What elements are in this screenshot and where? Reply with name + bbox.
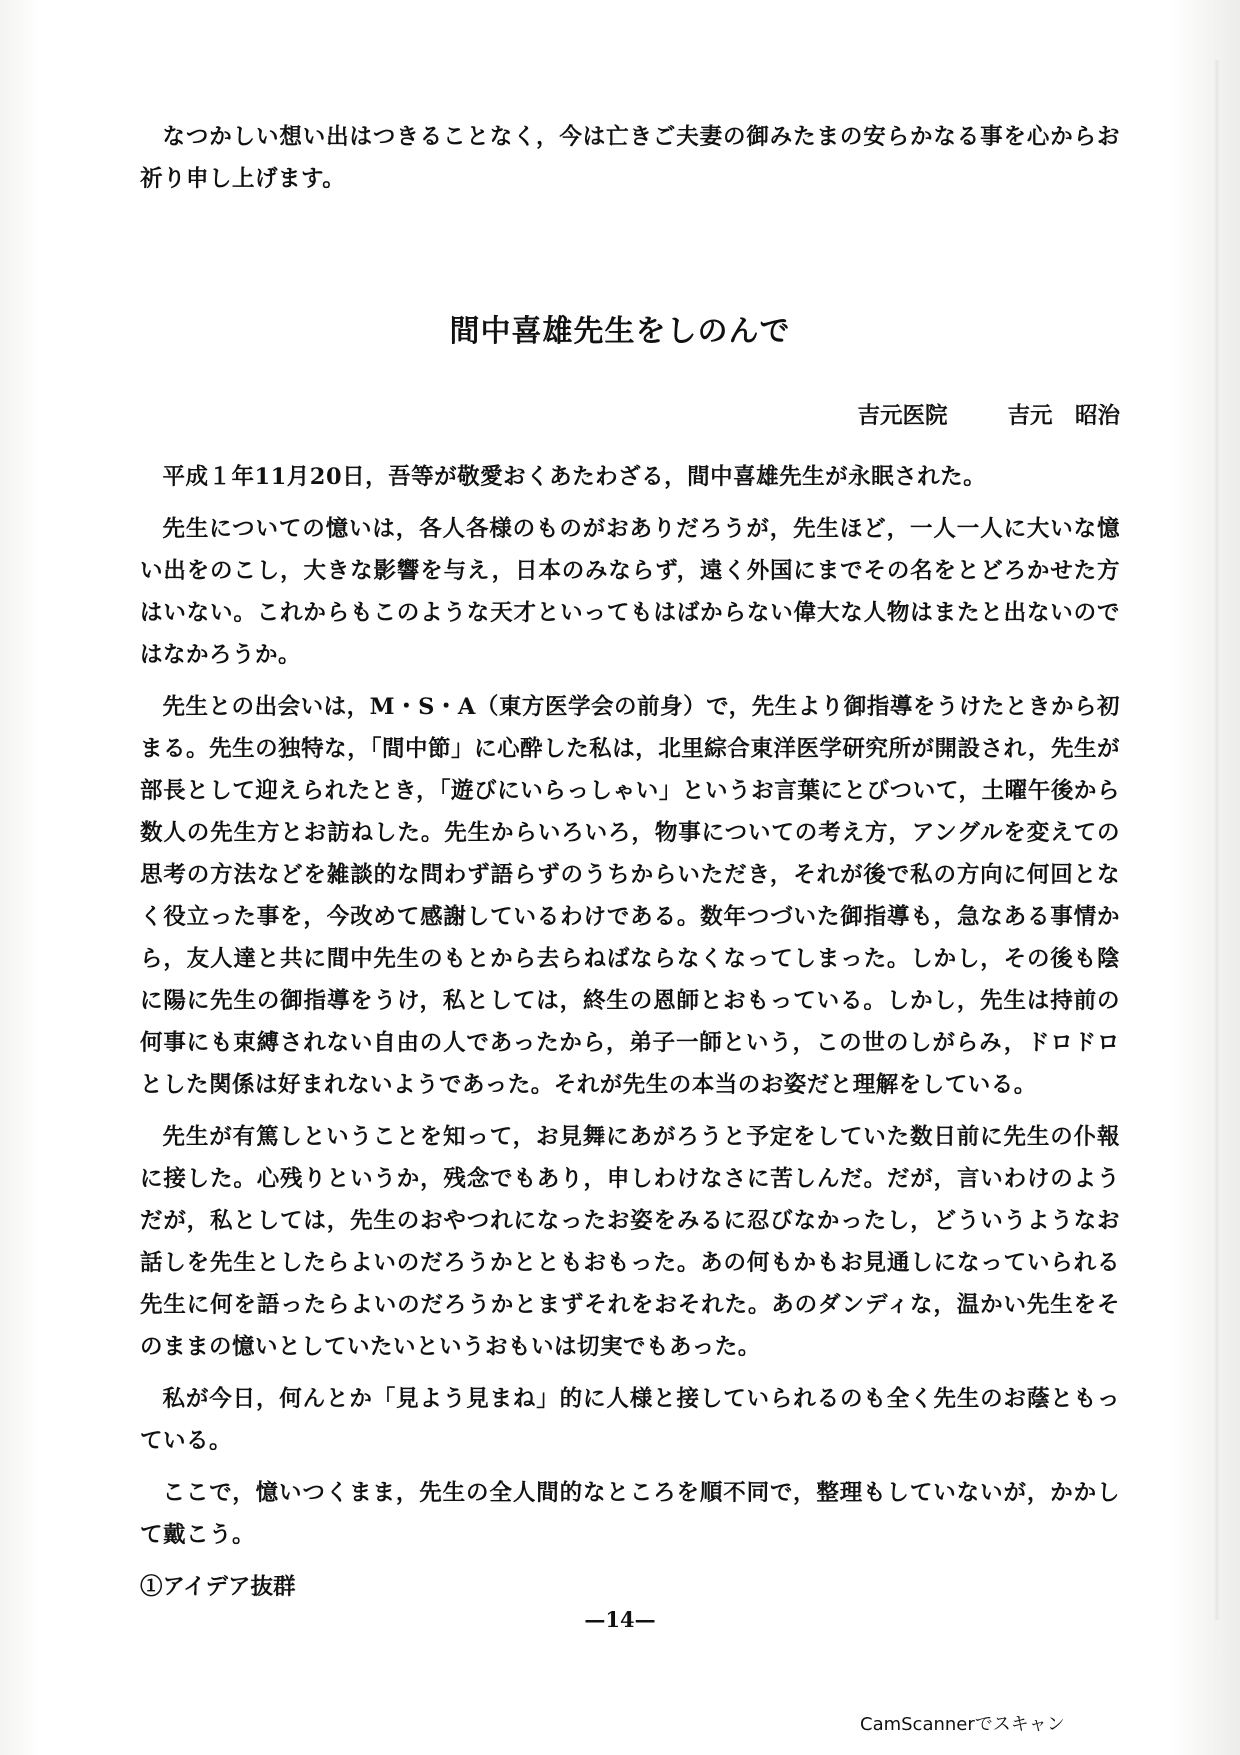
list-item-idea: ①アイデア抜群 [140, 1574, 296, 1600]
body-paragraph-3: 先生との出会いは，M・S・A（東方医学会の前身）で，先生より御指導をうけたときから初まる。先生の独特な，「間中節」に心酔した私は，北里綜合東洋医学研究所が開設され，先生が部長として迎えられたとき，「遊びにいらっしゃい」というお言葉にとびついて，土曜午後から数人の先生方とお訪ねした。先生からいろいろ，物事についての考え方，アングルを変えての思考の方法などを雑談的な問わず語らずのうちからいただき，それが後で私の方向に何回となく役立った事を，今改めて感謝しているわけである。数年つづいた御指導も，急なある事情から，友人達と共に間中先生のもとから去らねばならなくなってしまった。しかし，その後も陰に陽に先生の御指導をうけ，私としては，終生の恩師とおもっている。しかし，先生は持前の何事にも束縛されない自由の人であったから，弟子一師という，この世のしがらみ，ドロドロとした関係は好まれないようであった。それが先生の本当のお姿だと理解をしている。 [140, 694, 1120, 1098]
article-body [140, 456, 1120, 1608]
body-paragraph-2: 先生についての憶いは，各人各様のものがおありだろうが，先生ほど，一人一人に大いな憶い出をのこし，大きな影響を与え，日本のみならず，遠く外国にまでその名をとどろかせた方はいない。これからもこのような天才といってもはばからない偉大な人物はまたと出ないのではなかろうか。 [140, 516, 1120, 668]
scanner-watermark: CamScannerでスキャン [860, 1714, 1065, 1735]
body-paragraph-6: ここで，憶いつくまま，先生の全人間的なところを順不同で，整理もしていないが，かかして戴こう。 [140, 1480, 1120, 1548]
lead-paragraph: なつかしい想い出はつきることなく，今は亡きご夫妻の御みたまの安らかなる事を心からお祈り申し上げます。 [140, 124, 1120, 192]
body-paragraph-1: 平成１年11月20日，吾等が敬愛おくあたわざる，間中喜雄先生が永眠された。 [162, 464, 987, 490]
lead-paragraph-block [140, 116, 1120, 200]
author-affiliation: 吉元医院 [857, 403, 948, 429]
page-number: —14— [584, 1607, 656, 1632]
article-title: 間中喜雄先生をしのんで [449, 314, 791, 349]
body-paragraph-4: 先生が有篤しということを知って，お見舞にあがろうと予定をしていた数日前に先生の仆報に接した。心残りというか，残念でもあり，申しわけなさに苦しんだ。だが，言いわけのようだが，私としては，先生のおやつれになったお姿をみるに忍びなかったし，どういうようなお話しを先生としたらよいのだろうかとともおもった。あの何もかもお見通しになっていられる先生に何を語ったらよいのだろうかとまずそれをおそれた。あのダンディな，温かい先生をそのままの憶いとしていたいというおもいは切実でもあった。 [140, 1124, 1120, 1360]
body-paragraph-5: 私が今日，何んとか「見よう見まね」的に人様と接していられるのも全く先生のお蔭ともっている。 [140, 1386, 1120, 1454]
scan-edge-shadow [1214, 60, 1220, 1620]
author-name: 吉元 昭治 [1007, 403, 1120, 429]
author-line [140, 398, 1120, 430]
